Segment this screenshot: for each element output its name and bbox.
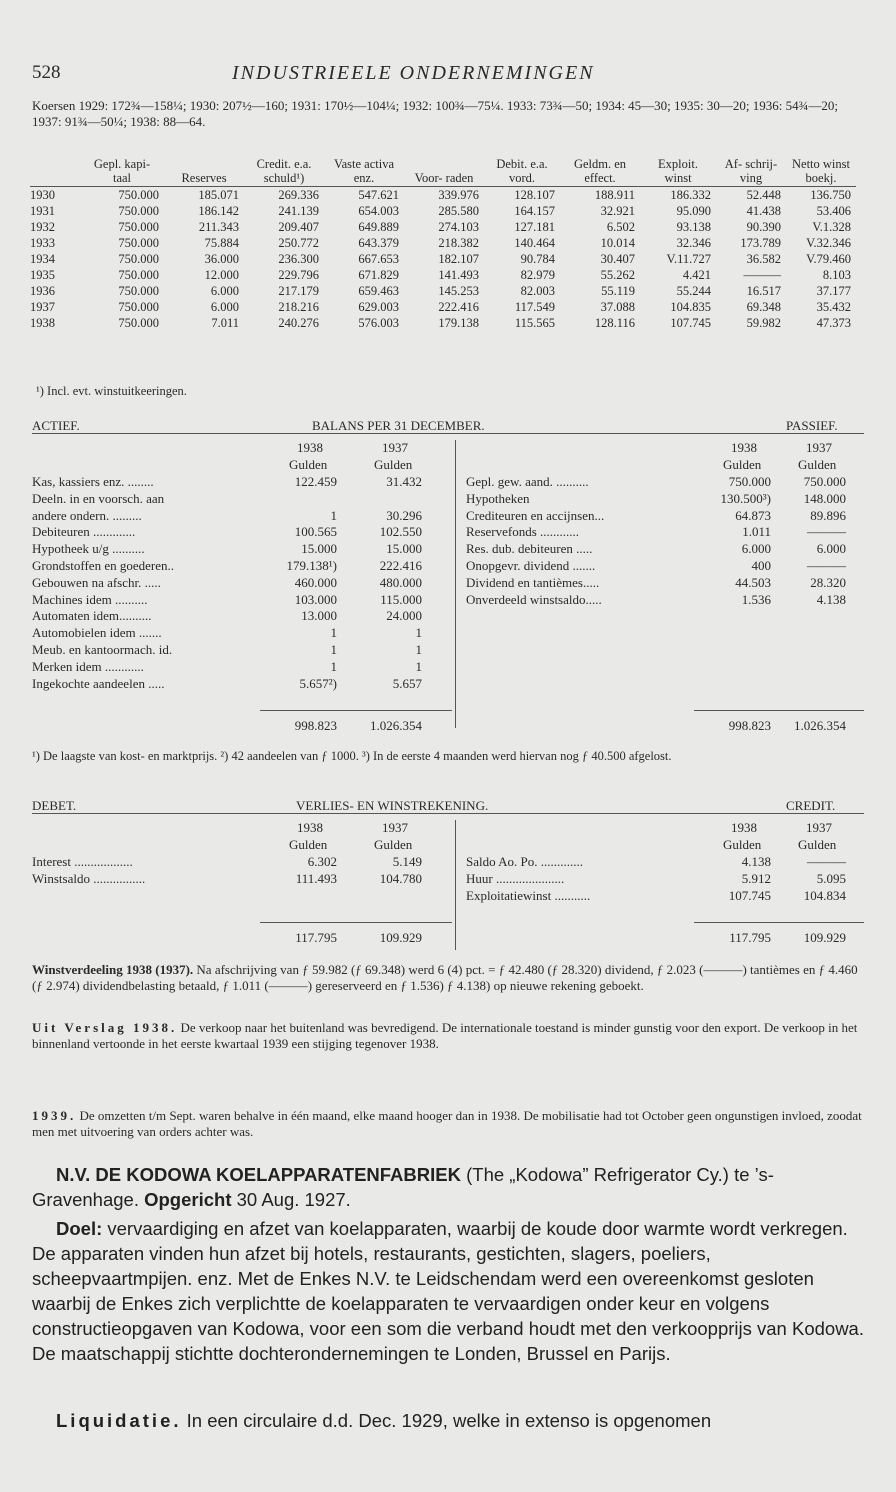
statement-label: Reservefonds ............ — [466, 524, 580, 540]
table-row — [30, 219, 856, 235]
year-header-2: 1937 — [806, 820, 832, 835]
statement-value-2: 28.320 — [810, 574, 846, 590]
table-cell: 30.407 — [600, 252, 635, 266]
statement-value-1: 122.459 — [294, 474, 337, 489]
statement-value-2: 15.000 — [386, 541, 422, 557]
year-cell: 1934 — [30, 252, 55, 266]
statement-label: Onopgevr. dividend ....... — [466, 558, 596, 573]
doel-label: Doel: — [56, 1218, 103, 1239]
year-header-1: 1938 — [731, 440, 757, 455]
total-value-1: 117.795 — [295, 930, 337, 945]
statement-label: Kas, kassiers enz. ........ — [32, 474, 154, 489]
statement-value-1: 5.912 — [741, 870, 771, 886]
year-cell: 1932 — [30, 220, 55, 234]
table-cell: 218.216 — [278, 300, 319, 314]
winstverdeeling-heading: Winstverdeeling 1938 (1937). — [32, 962, 194, 977]
statement-label: Huur ..................... — [466, 870, 565, 886]
table-cell: 69.348 — [746, 300, 781, 314]
statement-value-2: 480.000 — [379, 574, 422, 590]
statement-value-2: 148.000 — [803, 490, 846, 506]
table-row — [30, 283, 856, 299]
statement-label: Deeln. in en voorsch. aan — [32, 490, 165, 506]
y1939-heading: 1939. — [32, 1108, 77, 1123]
year-header-1: 1938 — [731, 820, 757, 835]
balans-center-rule — [455, 440, 456, 728]
table-cell: 576.003 — [358, 316, 399, 330]
statement-value-2: 104.834 — [803, 887, 846, 903]
table-cell: 115.565 — [514, 316, 555, 330]
table-cell: 32.346 — [676, 236, 711, 250]
table-cell: 55.262 — [600, 268, 635, 282]
statement-value-1: 103.000 — [294, 591, 337, 607]
year-cell: 1935 — [30, 268, 55, 282]
table-cell: 654.003 — [358, 204, 399, 218]
table-cell: 8.103 — [822, 268, 851, 282]
table-header-cell: Af- schrij- ving — [716, 157, 786, 187]
table-cell: 36.000 — [204, 252, 239, 266]
table-header-cell: Vaste activa enz. — [324, 157, 404, 187]
statement-label: Saldo Ao. Po. ............. — [466, 854, 584, 869]
table-cell: 75.884 — [204, 236, 239, 250]
table-cell: V.1.328 — [812, 220, 851, 234]
wv-center-rule — [455, 820, 456, 950]
table-cell: 104.835 — [670, 300, 711, 314]
statement-value-2: ——— — [807, 854, 846, 869]
liquidatie-text: In een circulaire d.d. Dec. 1929, welke in extenso is opgenomen — [181, 1410, 712, 1431]
total-value-1: 998.823 — [728, 718, 771, 733]
statement-value-2: 1 — [415, 642, 422, 657]
table-row — [30, 187, 856, 204]
winstverdeeling-text: Na afschrijving van ƒ 59.982 (ƒ 69.348) werd 6 (4) pct. = ƒ 42.480 (ƒ 28.320) dividend, ƒ 2.023 (———) tantièmes en ƒ 4.460 (ƒ 2.974) dividendbelasting betaald, ƒ 1.011 (———) gereserveerd en ƒ 1.536) ƒ 4.138) op nieuwe rekening geboekt. — [32, 962, 858, 993]
table-cell: 127.181 — [514, 220, 555, 234]
table-cell: 667.653 — [358, 252, 399, 266]
table-cell: 47.373 — [816, 316, 851, 330]
unit-header-2: Gulden — [374, 457, 413, 472]
statement-value-1: 100.565 — [294, 524, 337, 540]
statement-value-1: 130.500³) — [720, 490, 771, 506]
year-cell: 1930 — [30, 188, 55, 202]
table-cell: 82.979 — [520, 268, 555, 282]
y1939-paragraph — [32, 1108, 864, 1140]
statement-value-1 — [267, 491, 337, 507]
statement-value-1: 1 — [330, 658, 337, 674]
table-cell: 750.000 — [118, 300, 159, 314]
table-cell: 643.379 — [358, 236, 399, 250]
statement-value-1: 13.000 — [301, 608, 337, 624]
doel-text: vervaardiging en afzet van koelapparaten, waarbij de koude door warmte wordt verkregen. De apparaten vinden hun afzet bij hotels, restaurants, gestichten, slagers, poeliers, scheepvaartmpijen. enz. Met de Enkes N.V. te Leidschendam werd een overeenkomst gesloten waarbij de Enkes zich verplichtte de koelapparaten te vervaardigen onder keur en volgens constructieopgaven van Kodowa, voor een som die verband houdt met den verkoopprijs van Kodowa. De maatschappij stichtte dochterondernemingen te Londen, Brussel en Parijs. — [32, 1218, 864, 1364]
statement-value-2: 1 — [415, 658, 422, 674]
table-cell: 90.784 — [520, 252, 555, 266]
opgericht-label: Opgericht — [144, 1189, 232, 1210]
wv-title: VERLIES- EN WINSTREKENING. — [296, 798, 489, 813]
statement-label: Gepl. gew. aand. .......... — [466, 474, 589, 489]
table-header-cell: Geldm. en effect. — [560, 157, 640, 187]
table-cell: 236.300 — [278, 252, 319, 266]
table-cell: 186.142 — [198, 204, 239, 218]
koersen-text: Koersen 1929: 172¾—158¼; 1930: 207½—160; 1931: 170½—104¼; 1932: 100¾—75¼. 1933: 73¾—50; 1934: 45—30; 1935: 30—20; 1936: 54¾—20; 1937: 91¾—50¼; 1938: 88—64. — [32, 98, 838, 129]
table-cell: 7.011 — [211, 316, 239, 330]
table-cell: 269.336 — [278, 188, 319, 202]
statement-value-1: 6.302 — [307, 854, 337, 869]
statement-label: Automobielen idem ....... — [32, 625, 162, 641]
table-cell: 339.976 — [438, 188, 479, 202]
statement-value-2: 750.000 — [803, 474, 846, 489]
statement-label: Hypotheek u/g .......... — [32, 541, 145, 557]
statement-value-2: 1 — [415, 625, 422, 641]
balans-title: BALANS PER 31 DECEMBER. — [312, 418, 485, 433]
table-header-cell — [30, 157, 80, 187]
table-cell: 136.750 — [810, 188, 851, 202]
year-cell: 1931 — [30, 204, 55, 218]
actief-label: ACTIEF. — [32, 418, 80, 433]
company-name-rest: (The „Kodowa” Refrigerator Cy.) te ’s-Gravenhage. — [32, 1164, 774, 1210]
statement-label: Exploitatiewinst ........... — [466, 887, 591, 903]
statement-value-1: 64.873 — [735, 507, 771, 523]
table-cell: 750.000 — [118, 220, 159, 234]
total-rule — [694, 710, 864, 711]
statement-label: Gebouwen na afschr. ..... — [32, 574, 161, 590]
liquidatie-label: Liquidatie. — [56, 1410, 182, 1431]
unit-header-1: Gulden — [289, 837, 328, 852]
total-value-1: 998.823 — [294, 718, 337, 733]
table-cell: 6.502 — [606, 220, 635, 234]
table-cell: 37.088 — [600, 300, 635, 314]
table-cell: 750.000 — [118, 268, 159, 282]
year-cell: 1938 — [30, 316, 55, 330]
company-name: N.V. DE KODOWA KOELAPPARATENFABRIEK — [56, 1164, 461, 1185]
table-cell: 659.463 — [358, 284, 399, 298]
table-cell: 59.982 — [746, 316, 781, 330]
statement-value-1: 111.493 — [295, 870, 337, 886]
statement-value-1: 5.657²) — [299, 675, 337, 691]
table-cell: 90.390 — [746, 220, 781, 234]
year-header-2: 1937 — [382, 820, 408, 835]
table-cell: 250.772 — [278, 236, 319, 250]
table-cell: V.11.727 — [666, 252, 711, 266]
statement-label: Dividend en tantièmes..... — [466, 574, 600, 590]
table-cell: 750.000 — [118, 284, 159, 298]
table-cell: 93.138 — [676, 220, 711, 234]
winstverdeeling-paragraph — [32, 962, 864, 994]
table-row — [30, 267, 856, 283]
table-cell: 128.107 — [514, 188, 555, 202]
table-cell: 750.000 — [118, 204, 159, 218]
total-value-2: 1.026.354 — [370, 718, 422, 733]
table-cell: 211.343 — [198, 220, 239, 234]
table-cell: 750.000 — [118, 252, 159, 266]
table-cell: 209.407 — [278, 220, 319, 234]
table-cell: 6.000 — [210, 284, 239, 298]
table-row — [30, 235, 856, 251]
statement-label: Machines idem .......... — [32, 591, 148, 607]
wv-top-rule — [32, 813, 864, 814]
statement-value-2: 5.095 — [816, 870, 846, 886]
total-value-2: 1.026.354 — [794, 718, 846, 733]
unit-header-2: Gulden — [798, 457, 837, 472]
table-header-cell: Exploit. winst — [640, 157, 716, 187]
statement-value-1: 6.000 — [741, 541, 771, 557]
statement-value-2: 30.296 — [386, 507, 422, 523]
statement-value-1: 1.536 — [741, 591, 771, 607]
table-cell: 179.138 — [438, 316, 479, 330]
statement-value-2: ——— — [807, 524, 846, 540]
table-cell: 82.003 — [520, 284, 555, 298]
total-rule — [694, 922, 864, 923]
statement-label: Debiteuren ............. — [32, 524, 136, 540]
table-cell: 4.421 — [682, 268, 711, 282]
table-header-cell: Debit. e.a. vord. — [484, 157, 560, 187]
company-paragraph — [32, 1162, 864, 1212]
unit-header-2: Gulden — [374, 837, 413, 852]
table-header-cell: Netto winst boekj. — [786, 157, 856, 187]
unit-header-1: Gulden — [723, 837, 762, 852]
statement-value-2: 24.000 — [386, 608, 422, 624]
table-cell: 117.549 — [514, 300, 555, 314]
year-header-1: 1938 — [297, 820, 323, 835]
table-header-cell: Gepl. kapi- taal — [80, 157, 164, 187]
year-cell: 1933 — [30, 236, 55, 250]
table-cell: 750.000 — [118, 316, 159, 330]
statement-value-1: 1.011 — [742, 524, 771, 540]
table-cell: 53.406 — [816, 204, 851, 218]
table-cell: 629.003 — [358, 300, 399, 314]
statement-label: Hypotheken — [466, 490, 530, 506]
year-header-1: 1938 — [297, 440, 323, 455]
statement-value-1: 1 — [330, 642, 337, 657]
table-cell: 285.580 — [438, 204, 479, 218]
table-row — [30, 251, 856, 267]
table-cell: 547.621 — [358, 188, 399, 202]
table-cell: 32.921 — [600, 204, 635, 218]
table-cell: 649.889 — [358, 220, 399, 234]
total-value-1: 117.795 — [729, 930, 771, 945]
doel-paragraph — [32, 1216, 864, 1366]
statement-label: Crediteuren en accijnsen... — [466, 507, 605, 523]
table-cell: 36.582 — [746, 252, 781, 266]
table-header-cell: Reserves — [164, 157, 244, 187]
table-cell: 222.416 — [438, 300, 479, 314]
table-cell: 107.745 — [670, 316, 711, 330]
statement-value-1: 1 — [330, 625, 337, 641]
verslag-heading: Uit Verslag 1938. — [32, 1020, 178, 1035]
table-cell: V.32.346 — [806, 236, 851, 250]
statement-label: Res. dub. debiteuren ..... — [466, 541, 593, 557]
total-rule — [260, 710, 452, 711]
year-header-2: 1937 — [382, 440, 408, 455]
table-cell: 188.911 — [594, 188, 635, 202]
statement-value-1: 1 — [330, 507, 337, 523]
table-cell: 750.000 — [118, 236, 159, 250]
table-row — [30, 299, 856, 315]
table-cell: 229.796 — [278, 268, 319, 282]
table-cell: 173.789 — [740, 236, 781, 250]
y1939-text: De omzetten t/m Sept. waren behalve in één maand, elke maand hooger dan in 1938. De mobilisatie had tot October geen ongunstigen invloed, zoodat men met uitvoering van orders achter was. — [32, 1108, 862, 1139]
financial-table — [30, 157, 856, 331]
statement-label: Merken idem ............ — [32, 658, 144, 674]
statement-value-2: ——— — [807, 558, 846, 573]
statement-value-2: 5.657 — [392, 675, 422, 691]
statement-label: Interest .................. — [32, 854, 133, 869]
statement-value-1: 107.745 — [728, 887, 771, 903]
table-cell: 6.000 — [210, 300, 239, 314]
table-header-cell: Voor- raden — [404, 157, 484, 187]
table-cell: 750.000 — [118, 188, 159, 202]
table-cell: 55.244 — [676, 284, 711, 298]
statement-value-2: 6.000 — [816, 541, 846, 557]
table-row — [30, 315, 856, 331]
table-row — [30, 203, 856, 219]
table-cell: 95.090 — [676, 204, 711, 218]
table-cell: 128.116 — [594, 316, 635, 330]
passief-label: PASSIEF. — [786, 418, 838, 433]
table-cell: 55.119 — [601, 284, 635, 298]
statement-label: Onverdeeld winstsaldo..... — [466, 591, 602, 607]
table-cell: 218.382 — [438, 236, 479, 250]
total-value-2: 109.929 — [803, 930, 846, 945]
statement-label: Meub. en kantoormach. id. — [32, 642, 173, 657]
table-cell: ——— — [743, 268, 781, 282]
table-cell: 145.253 — [438, 284, 479, 298]
table-cell: V.79.460 — [806, 252, 851, 266]
table-cell: 217.179 — [278, 284, 319, 298]
table-cell: 141.493 — [438, 268, 479, 282]
table-cell: 274.103 — [438, 220, 479, 234]
table-cell: 52.448 — [746, 188, 781, 202]
table-cell: 182.107 — [438, 252, 479, 266]
statement-value-2: 104.780 — [379, 870, 422, 886]
statement-value-1: 460.000 — [294, 574, 337, 590]
table-cell: 240.276 — [278, 316, 319, 330]
table-cell: 12.000 — [204, 268, 239, 282]
year-cell: 1937 — [30, 300, 55, 314]
statement-value-1: 15.000 — [301, 541, 337, 557]
statement-value-1: 4.138 — [741, 854, 771, 869]
table-cell: 16.517 — [746, 284, 781, 298]
year-cell: 1936 — [30, 284, 55, 298]
year-header-2: 1937 — [806, 440, 832, 455]
verslag-text: De verkoop naar het buitenland was bevredigend. De internationale toestand is minder gunstig voor den export. De verkoop in het binnenland vertoonde in het eerste kwartaal 1939 een stijging tegenover 1938. — [32, 1020, 858, 1051]
table-header-row — [30, 157, 856, 187]
balans-footnote: ¹) De laagste van kost- en marktprijs. ²) 42 aandeelen van ƒ 1000. ³) In de eerste 4 maanden werd hiervan nog ƒ 40.500 afgelost. — [32, 749, 672, 763]
table-cell: 186.332 — [670, 188, 711, 202]
unit-header-2: Gulden — [798, 837, 837, 852]
statement-value-2: 89.896 — [810, 507, 846, 523]
table-cell: 35.432 — [816, 300, 851, 314]
statement-label: Automaten idem.......... — [32, 608, 152, 624]
total-rule — [260, 922, 452, 923]
statement-value-1: 179.138¹) — [286, 558, 337, 573]
total-value-2: 109.929 — [379, 930, 422, 945]
page-number: 528 — [32, 62, 61, 83]
opgericht-date: 30 Aug. 1927. — [231, 1189, 351, 1210]
table-cell: 241.139 — [278, 204, 319, 218]
debet-label: DEBET. — [32, 798, 77, 813]
table-cell: 185.071 — [198, 188, 239, 202]
statement-value-2: 222.416 — [379, 558, 422, 573]
statement-value-2: 102.550 — [379, 524, 422, 540]
table-cell: 140.464 — [514, 236, 555, 250]
unit-header-1: Gulden — [289, 457, 328, 472]
statement-value-1: 750.000 — [728, 474, 771, 489]
statement-label: andere ondern. ......... — [32, 507, 142, 523]
table-cell: 164.157 — [514, 204, 555, 218]
statement-value-2: 115.000 — [380, 591, 422, 607]
table-cell: 671.829 — [358, 268, 399, 282]
statement-value-2: 5.149 — [392, 854, 422, 869]
statement-value-2: 31.432 — [386, 474, 422, 489]
verslag-paragraph — [32, 1020, 864, 1052]
credit-label: CREDIT. — [786, 798, 836, 813]
liquidatie-paragraph — [32, 1408, 864, 1433]
statement-value-1: 400 — [751, 558, 771, 573]
table-cell: 37.177 — [816, 284, 851, 298]
statement-label: Ingekochte aandeelen ..... — [32, 675, 165, 691]
unit-header-1: Gulden — [723, 457, 762, 472]
statement-value-2: 4.138 — [816, 591, 846, 607]
table-footnote: ¹) Incl. evt. winstuitkeeringen. — [36, 384, 187, 398]
statement-label: Winstsaldo ................ — [32, 870, 146, 886]
table-cell: 10.014 — [600, 236, 635, 250]
table-cell: 41.438 — [746, 204, 781, 218]
page-title: INDUSTRIEELE ONDERNEMINGEN — [232, 62, 595, 84]
statement-label: Grondstoffen en goederen.. — [32, 558, 174, 573]
table-header-cell: Credit. e.a. schuld¹) — [244, 157, 324, 187]
balans-top-rule — [32, 433, 864, 434]
statement-value-2 — [352, 491, 422, 507]
statement-value-1: 44.503 — [735, 574, 771, 590]
